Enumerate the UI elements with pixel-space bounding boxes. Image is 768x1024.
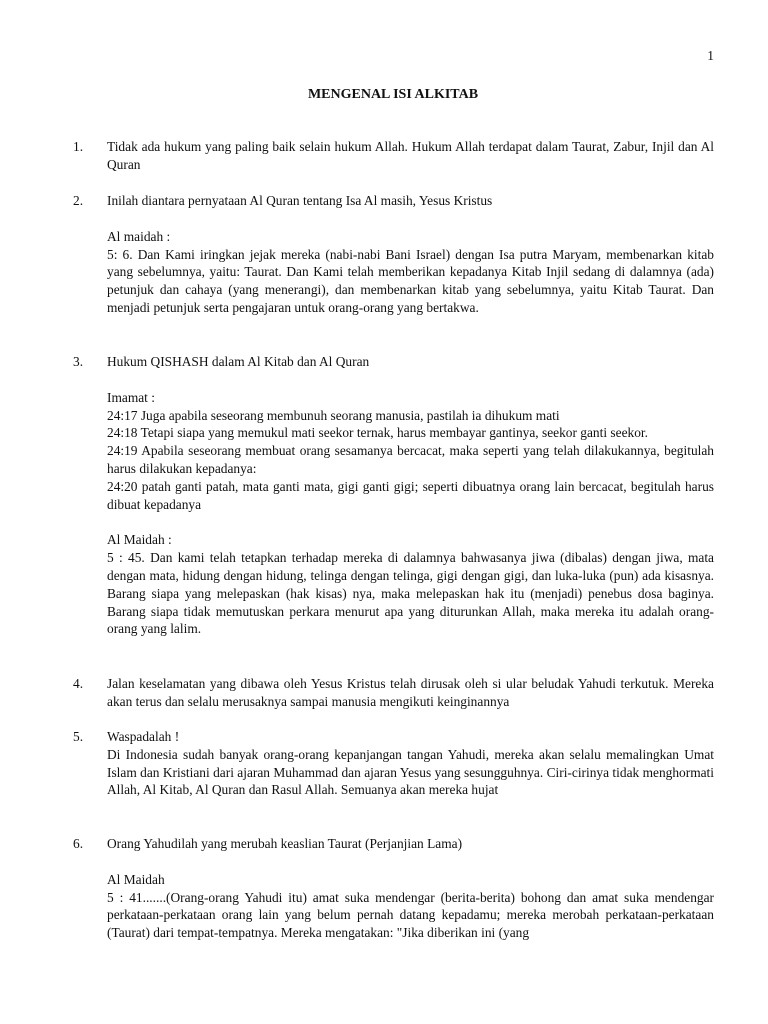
- verse-text: 5 : 41.......(Orang-orang Yahudi itu) amat suka mendengar (berita-berita) bohong dan amat suka mendengar perkataan-perkataan orang lain yang belum pernah datang kepadamu; mereka merobah perkataan-perkataan (Taurat) dari tempat-tempatnya. Mereka mengatakan: "Jika diberikan ini (yang: [107, 889, 714, 941]
- verse-source: Al Maidah :: [107, 532, 172, 548]
- verse-source: Imamat :: [107, 389, 155, 405]
- verse-text: 5 : 45. Dan kami telah tetapkan terhadap mereka di dalamnya bahwasanya jiwa (dibalas) dengan jiwa, mata dengan mata, hidung dengan hidung, telinga dengan telinga, gigi dengan gigi, dan luka-luka (pun) ada kisasnya. Barang siapa yang melepaskan (hak kisas) nya, maka melepaskan hak itu (menjadi) penebus dosa baginya. Barang siapa tidak memutuskan perkara menurut apa yang diturunkan Allah, maka mereka itu adalah orang-orang yang lalim.: [107, 550, 714, 637]
- verse-text: 24:17 Juga apabila seseorang membunuh seorang manusia, pastilah ia dihukum mati: [107, 407, 560, 423]
- item-heading: Orang Yahudilah yang merubah keaslian Taurat (Perjanjian Lama): [107, 836, 463, 851]
- list-item-5: [73, 728, 714, 799]
- list-item-4: [73, 675, 714, 711]
- item-number: 3.: [73, 354, 84, 369]
- verse-text: 24:19 Apabila seseorang membuat orang sesamanya bercacat, maka seperti yang telah dilakukannya, begitulah harus dilakukan kepadanya:: [107, 443, 714, 476]
- page-title: MENGENAL ISI ALKITAB: [307, 87, 479, 102]
- list-item-3: [73, 353, 714, 638]
- item-heading: Waspadalah !: [107, 729, 180, 744]
- verse-source: Al Maidah: [107, 871, 165, 887]
- item-number: 2.: [73, 193, 84, 208]
- verse-text: 5: 6. Dan Kami iringkan jejak mereka (nabi-nabi Bani Israel) dengan Isa putra Maryam, membenarkan kitab yang sebelumnya, yaitu: Taurat. Dan Kami telah memberikan kepadanya Kitab Injil sedang di dalamnya (ada) petunjuk dan cahaya (yang menerangi), dan membenarkan kitab yang sebelumnya, yaitu Kitab Taurat. Dan menjadi petunjuk serta pengajaran untuk orang-orang yang bertakwa.: [107, 246, 714, 315]
- item-number: 5.: [73, 729, 84, 744]
- item-number: 1.: [73, 139, 84, 154]
- item-text: Di Indonesia sudah banyak orang-orang kepanjangan tangan Yahudi, mereka akan selalu memalingkan Umat Islam dan Kristiani dari ajaran Muhammad dan ajaran Yesus yang sesungguhnya. Ciri-cirinya tidak menghormati Allah, Al Kitab, Al Quran dan Rasul Allah. Semuanya akan mereka hujat: [107, 746, 714, 798]
- item-number: 6.: [73, 836, 84, 851]
- verse-text: 24:20 patah ganti patah, mata ganti mata, gigi ganti gigi; seperti dibuatnya orang lain bercacat, begitulah harus dibuat kepadanya: [107, 478, 714, 512]
- item-text: Tidak ada hukum yang paling baik selain hukum Allah. Hukum Allah terdapat dalam Taurat, Zabur, Injil dan Al Quran: [107, 139, 714, 172]
- item-text: Jalan keselamatan yang dibawa oleh Yesus Kristus telah dirusak oleh si ular beludak Yahudi terkutuk. Mereka akan terus dan selalu merusaknya sampai manusia mengikuti keinginannya: [107, 676, 714, 709]
- verse-text: 24:18 Tetapi siapa yang memukul mati seekor ternak, harus membayar gantinya, seekor ganti seekor.: [107, 425, 648, 441]
- item-heading: Inilah diantara pernyataan Al Quran tentang Isa Al masih, Yesus Kristus: [107, 193, 493, 208]
- list-item-6: [73, 835, 714, 942]
- list-item-1: [73, 138, 714, 174]
- verse-source: Al maidah :: [107, 228, 171, 244]
- item-heading: Hukum QISHASH dalam Al Kitab dan Al Quran: [107, 354, 370, 369]
- list-item-2: [73, 192, 714, 317]
- page-number: 1: [707, 48, 714, 63]
- item-number: 4.: [73, 676, 84, 691]
